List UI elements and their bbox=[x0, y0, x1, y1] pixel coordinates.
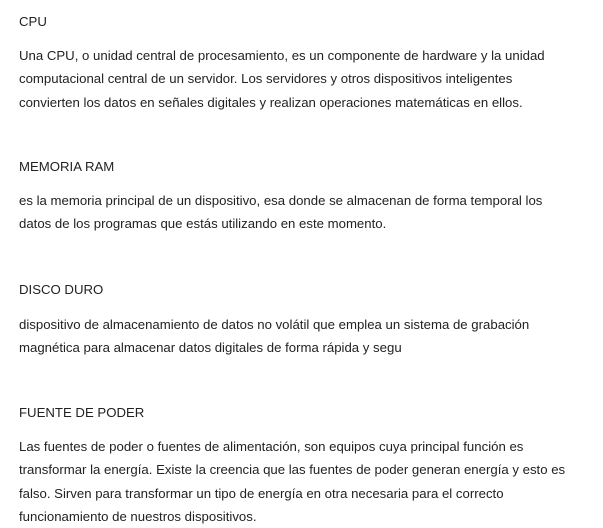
paragraph-line: magnética para almacenar datos digitales de forma rápida y segu bbox=[19, 340, 402, 356]
section-heading-cpu: CPU bbox=[19, 14, 47, 29]
section-paragraph-cpu bbox=[19, 44, 545, 114]
section-paragraph-ram bbox=[19, 189, 542, 236]
paragraph-line: es la memoria principal de un dispositivo, esa donde se almacenan de forma temporal los bbox=[19, 193, 543, 208]
paragraph-line: dispositivo de almacenamiento de datos no volátil que emplea un sistema de grabación bbox=[19, 317, 530, 332]
section-heading-power-supply: FUENTE DE PODER bbox=[19, 405, 145, 420]
paragraph-line: datos de los programas que estás utilizando en este momento. bbox=[19, 216, 387, 232]
section-heading-hard-disk: DISCO DURO bbox=[19, 282, 104, 297]
paragraph-line: falso. Sirven para transformar un tipo de energía en otra necesaria para el correcto bbox=[19, 485, 504, 501]
section-paragraph-hard-disk bbox=[19, 313, 529, 360]
paragraph-line: Una CPU, o unidad central de procesamiento, es un componente de hardware y la unidad bbox=[19, 48, 545, 63]
paragraph-line: transformar la energía. Existe la creencia que las fuentes de poder generan energía y esto es bbox=[19, 462, 566, 478]
section-heading-ram: MEMORIA RAM bbox=[19, 159, 115, 174]
section-paragraph-power-supply bbox=[19, 435, 565, 528]
paragraph-line: funcionamiento de nuestros dispositivos. bbox=[19, 508, 257, 524]
paragraph-line: computacional central de un servidor. Los servidores y otros dispositivos inteligentes bbox=[19, 71, 513, 87]
paragraph-line: Las fuentes de poder o fuentes de alimentación, son equipos cuya principal función es bbox=[19, 439, 524, 454]
paragraph-line: convierten los datos en señales digitales y realizan operaciones matemáticas en ellos. bbox=[19, 94, 523, 110]
